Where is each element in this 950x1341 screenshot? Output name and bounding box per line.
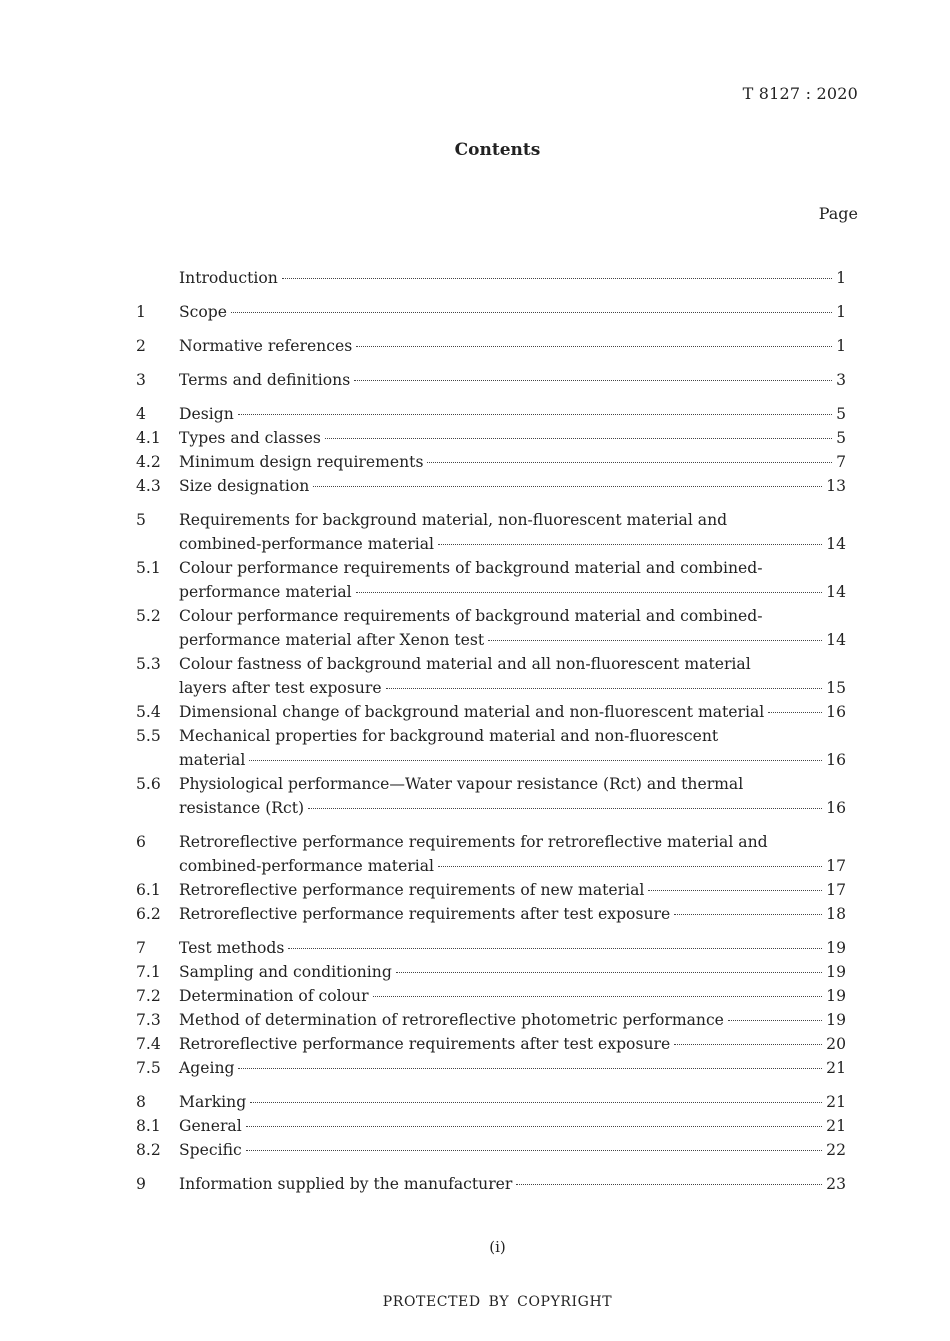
toc-section-number: 5.2	[136, 607, 161, 625]
toc-entry-title: Determination of colour	[179, 987, 369, 1005]
toc-section-number: 5.3	[136, 655, 161, 673]
toc-entry-title: Specific	[179, 1141, 242, 1159]
toc-page-number: 1	[836, 337, 846, 355]
dot-leader	[238, 414, 832, 415]
toc-entry-title: Test methods	[179, 939, 285, 957]
dot-leader	[246, 1150, 822, 1151]
dot-leader	[386, 688, 823, 689]
toc-page-number: 5	[836, 429, 846, 447]
toc-page-number: 18	[826, 905, 846, 923]
page-title: Contents	[454, 140, 541, 160]
toc-entry[interactable]	[136, 878, 846, 902]
dot-leader	[246, 1126, 822, 1127]
toc-section-number: 1	[136, 303, 146, 321]
toc-entry-title: Mechanical properties for background material and non-fluorescent	[179, 727, 719, 745]
copyright-notice	[0, 1294, 950, 1310]
toc-entry-title: Information supplied by the manufacturer	[179, 1175, 513, 1193]
toc-entry-title: Retroreflective performance requirements of new material	[179, 881, 645, 899]
dot-leader	[648, 890, 822, 891]
dot-leader	[674, 1044, 822, 1045]
dot-leader	[325, 438, 832, 439]
toc-page-number: 16	[826, 751, 846, 769]
toc-entry-title: layers after test exposure	[179, 679, 382, 697]
dot-leader	[356, 346, 832, 347]
dot-leader	[396, 972, 822, 973]
toc-page-number: 19	[826, 987, 846, 1005]
dot-leader	[282, 278, 832, 279]
toc-entry-title: combined-performance material	[179, 857, 435, 875]
toc-entry[interactable]	[136, 474, 846, 498]
toc-entry-title: material	[179, 751, 246, 769]
toc-page-number: 1	[836, 269, 846, 287]
dot-leader	[728, 1020, 822, 1021]
toc-page-number: 22	[826, 1141, 846, 1159]
toc-page-number: 17	[826, 881, 846, 899]
toc-entry-title: Introduction	[179, 269, 278, 287]
toc-section-number: 5	[136, 511, 146, 529]
toc-page-number: 14	[826, 535, 846, 553]
toc-section-number: 4.3	[136, 477, 161, 495]
toc-section-number: 4.2	[136, 453, 161, 471]
dot-leader	[231, 312, 832, 313]
toc-entry[interactable]	[136, 604, 846, 652]
toc-section-number: 7.5	[136, 1059, 161, 1077]
toc-entry-title: Ageing	[179, 1059, 235, 1077]
document-id: T 8127 : 2020	[742, 84, 858, 103]
toc-entry[interactable]	[136, 266, 846, 290]
toc-entry-title: combined-performance material	[179, 535, 435, 553]
toc-page-number: 5	[836, 405, 846, 423]
toc-page-number: 13	[826, 477, 846, 495]
toc-entry-title: Terms and definitions	[179, 371, 351, 389]
toc-section-number: 8.2	[136, 1141, 161, 1159]
toc-section-number: 7.3	[136, 1011, 161, 1029]
toc-entry[interactable]	[136, 1114, 846, 1138]
toc-page-number: 14	[826, 631, 846, 649]
toc-page-number: 21	[826, 1059, 846, 1077]
dot-leader	[288, 948, 822, 949]
toc-entry[interactable]	[136, 700, 846, 724]
toc-section-number: 5.6	[136, 775, 161, 793]
footer-page-number: (i)	[489, 1238, 506, 1256]
toc-page-number: 15	[826, 679, 846, 697]
toc-entry-title: Marking	[179, 1093, 247, 1111]
toc-section-number: 4.1	[136, 429, 161, 447]
toc-entry[interactable]	[136, 1090, 846, 1114]
toc-page-number: 3	[836, 371, 846, 389]
toc-entry-title: Retroreflective performance requirements for retroreflective material and	[179, 833, 768, 851]
toc-entry-title: Design	[179, 405, 234, 423]
toc-entry-title: performance material	[179, 583, 352, 601]
toc-entry[interactable]	[136, 772, 846, 820]
toc-page-number: 14	[826, 583, 846, 601]
dot-leader	[249, 760, 822, 761]
toc-page-number: 7	[836, 453, 846, 471]
toc-page-number: 17	[826, 857, 846, 875]
toc-entry[interactable]	[136, 1056, 846, 1080]
dot-leader	[356, 592, 823, 593]
toc-section-number: 7	[136, 939, 146, 957]
toc-entry-title: Physiological performance—Water vapour resistance (Rct) and thermal	[179, 775, 744, 793]
toc-section-number: 5.5	[136, 727, 161, 745]
toc-section-number: 3	[136, 371, 146, 389]
toc-entry-title: Minimum design requirements	[179, 453, 424, 471]
toc-page-number: 19	[826, 1011, 846, 1029]
toc-entry[interactable]	[136, 652, 846, 700]
copyright-word: COPYRIGHT	[517, 1294, 613, 1310]
page-column-label: Page	[818, 204, 858, 223]
toc-page-number: 20	[826, 1035, 846, 1053]
toc-section-number: 7.4	[136, 1035, 161, 1053]
toc-page-number: 16	[826, 703, 846, 721]
table-of-contents	[136, 266, 846, 1196]
toc-section-number: 5.4	[136, 703, 161, 721]
toc-section-number: 8	[136, 1093, 146, 1111]
toc-entry[interactable]	[136, 936, 846, 960]
toc-entry-title: Dimensional change of background material and non-fluorescent material	[179, 703, 765, 721]
toc-entry[interactable]	[136, 830, 846, 878]
toc-section-number: 7.2	[136, 987, 161, 1005]
toc-entry-title: Requirements for background material, non-fluorescent material and	[179, 511, 728, 529]
toc-entry[interactable]	[136, 960, 846, 984]
toc-entry[interactable]	[136, 450, 846, 474]
toc-entry[interactable]	[136, 508, 846, 556]
dot-leader	[313, 486, 822, 487]
toc-entry-title: Types and classes	[179, 429, 321, 447]
toc-entry[interactable]	[136, 902, 846, 926]
toc-section-number: 6	[136, 833, 146, 851]
dot-leader	[438, 544, 822, 545]
toc-section-number: 6.2	[136, 905, 161, 923]
toc-entry-title: General	[179, 1117, 242, 1135]
dot-leader	[238, 1068, 822, 1069]
toc-section-number: 2	[136, 337, 146, 355]
toc-entry[interactable]	[136, 300, 846, 324]
toc-entry-title: Retroreflective performance requirements after test exposure	[179, 1035, 671, 1053]
dot-leader	[250, 1102, 822, 1103]
toc-page-number: 19	[826, 963, 846, 981]
toc-entry-title: Sampling and conditioning	[179, 963, 392, 981]
toc-entry-title: Method of determination of retroreflective photometric performance	[179, 1011, 724, 1029]
toc-entry-title: performance material after Xenon test	[179, 631, 485, 649]
toc-section-number: 5.1	[136, 559, 161, 577]
toc-entry[interactable]	[136, 984, 846, 1008]
toc-entry-title: Colour performance requirements of background material and combined-	[179, 607, 763, 625]
dot-leader	[308, 808, 822, 809]
toc-entry[interactable]	[136, 402, 846, 426]
copyright-word: BY	[488, 1294, 510, 1310]
toc-page-number: 21	[826, 1117, 846, 1135]
toc-entry-title: Colour fastness of background material and all non-fluorescent material	[179, 655, 751, 673]
toc-entry[interactable]	[136, 1008, 846, 1032]
dot-leader	[674, 914, 822, 915]
dot-leader	[768, 712, 822, 713]
toc-entry[interactable]	[136, 426, 846, 450]
toc-page-number: 16	[826, 799, 846, 817]
toc-entry-title: Normative references	[179, 337, 353, 355]
toc-entry[interactable]	[136, 1032, 846, 1056]
toc-page-number: 1	[836, 303, 846, 321]
toc-entry-title: Scope	[179, 303, 228, 321]
toc-entry[interactable]	[136, 724, 846, 772]
toc-section-number: 7.1	[136, 963, 161, 981]
toc-page-number: 21	[826, 1093, 846, 1111]
dot-leader	[488, 640, 822, 641]
toc-section-number: 8.1	[136, 1117, 161, 1135]
dot-leader	[373, 996, 823, 997]
dot-leader	[516, 1184, 822, 1185]
toc-section-number: 9	[136, 1175, 146, 1193]
toc-entry[interactable]	[136, 368, 846, 392]
copyright-word: PROTECTED	[382, 1294, 481, 1310]
toc-entry[interactable]	[136, 1138, 846, 1162]
toc-entry[interactable]	[136, 556, 846, 604]
dot-leader	[354, 380, 832, 381]
toc-section-number: 6.1	[136, 881, 161, 899]
toc-entry-title: Retroreflective performance requirements after test exposure	[179, 905, 671, 923]
dot-leader	[438, 866, 822, 867]
toc-entry-title: Colour performance requirements of background material and combined-	[179, 559, 763, 577]
toc-entry-title: Size designation	[179, 477, 310, 495]
toc-entry-title: resistance (Rct)	[179, 799, 305, 817]
dot-leader	[427, 462, 832, 463]
toc-entry[interactable]	[136, 334, 846, 358]
toc-entry[interactable]	[136, 1172, 846, 1196]
toc-page-number: 23	[826, 1175, 846, 1193]
toc-section-number: 4	[136, 405, 146, 423]
toc-page-number: 19	[826, 939, 846, 957]
